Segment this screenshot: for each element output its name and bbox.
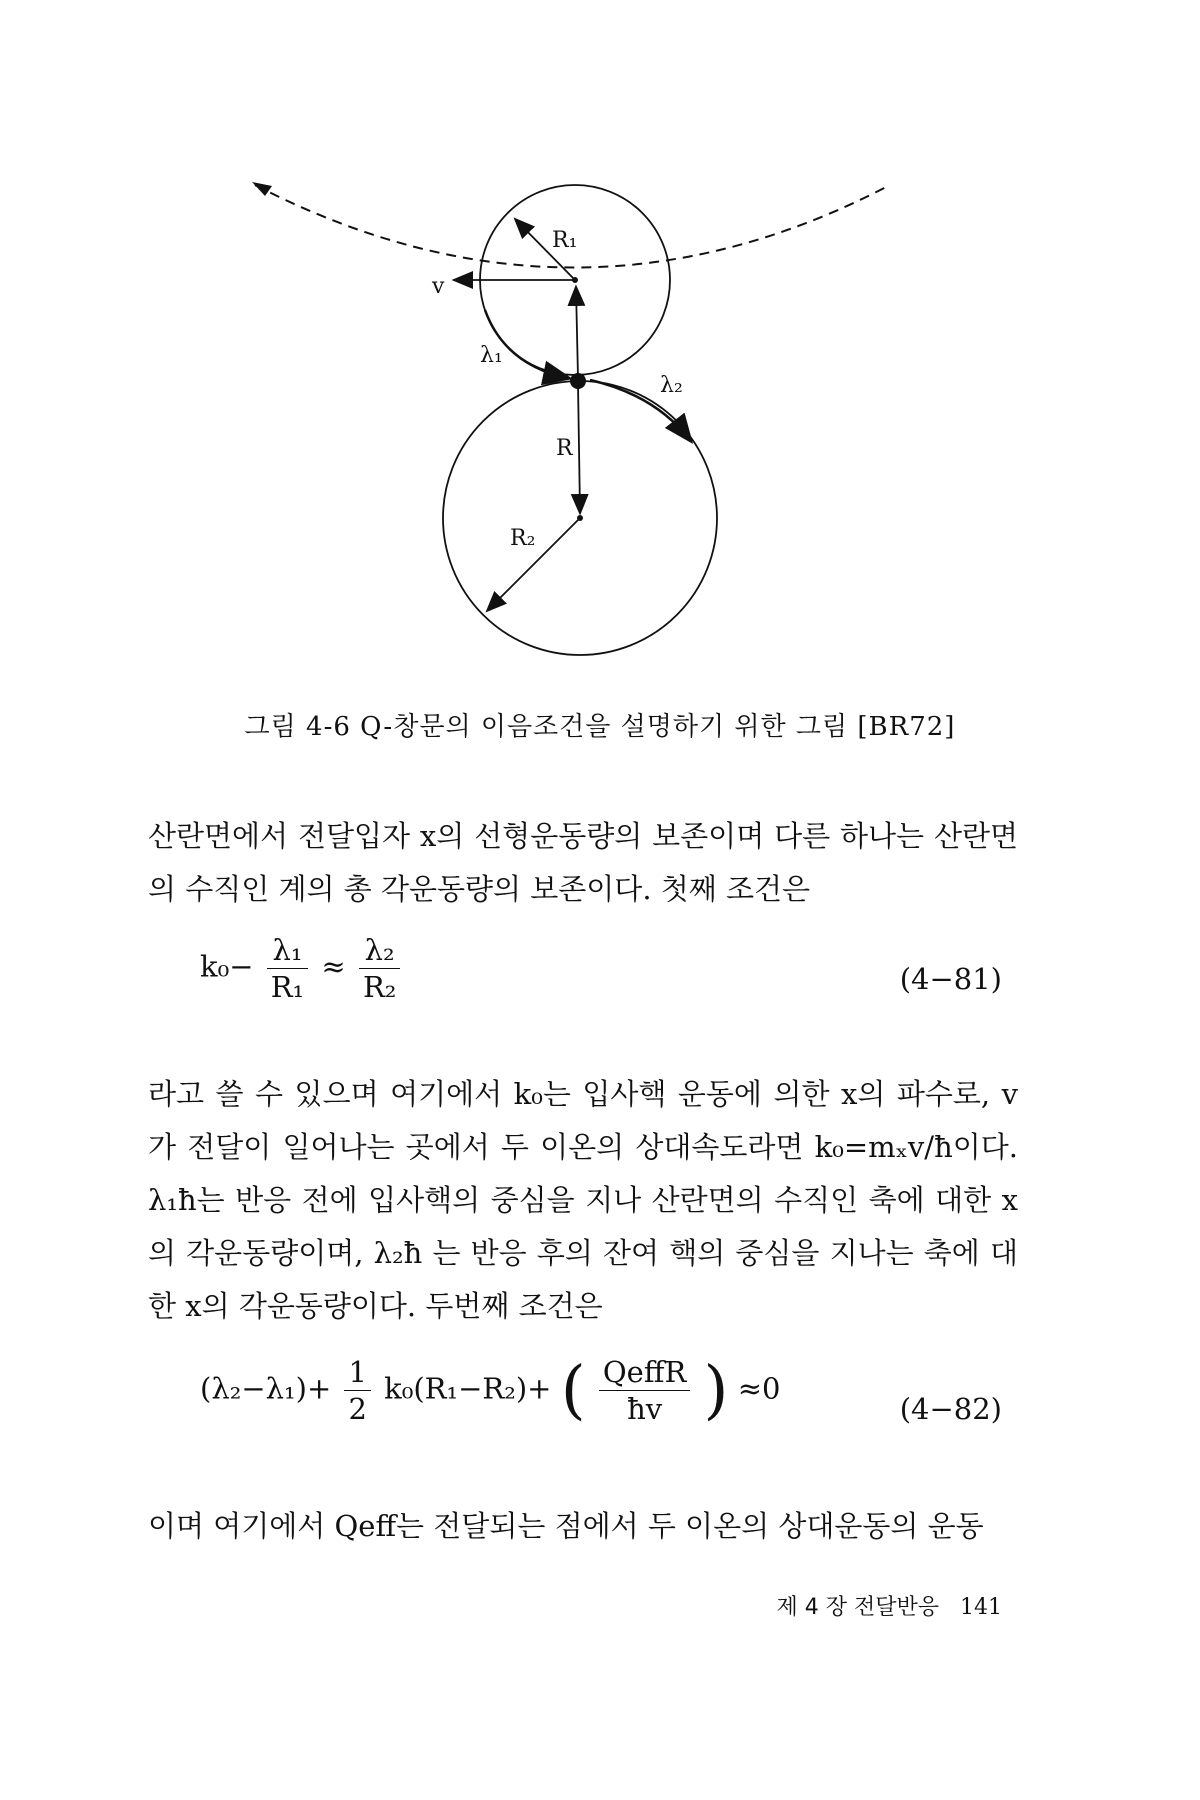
eq2-number: (4−82) bbox=[899, 1392, 1002, 1426]
scattering-diagram bbox=[0, 0, 1200, 720]
label-v: v bbox=[432, 274, 445, 299]
eq2-half-fraction bbox=[344, 1354, 370, 1427]
trajectory-arrowhead bbox=[252, 182, 272, 196]
eq2-part2: k₀(R₁−R₂)+ bbox=[384, 1371, 552, 1406]
paragraph-2-text: 라고 쓸 수 있으며 여기에서 k₀는 입사핵 운동에 의한 x의 파수로, v가 전달이 일어나는 곳에서 두 이온의 상대속도라면 k₀=mₓv/ħ이다. λ₁ħ는 반응 전에 입사핵의 중심을 지나 산란면의 수직인 축에 대한 x의 각운동량이며, λ₂ħ 는 반응 후의 잔여 핵의 중심을 지나는 축에 대한 x의 각운동량이다. 두번째 조건은 bbox=[148, 1077, 1018, 1323]
label-r: R bbox=[556, 436, 573, 461]
page-number: 141 bbox=[960, 1595, 1002, 1620]
eq1-fraction-2 bbox=[359, 932, 400, 1005]
eq1-fraction-1 bbox=[267, 932, 308, 1005]
paragraph-1 bbox=[148, 810, 1018, 916]
eq2-right-paren: ) bbox=[703, 1353, 729, 1428]
eq2-left-paren: ( bbox=[560, 1353, 586, 1428]
eq2-part1: (λ₂−λ₁)+ bbox=[200, 1371, 332, 1406]
figure-caption: 그림 4-6 Q-창문의 이음조건을 설명하기 위한 그림 [BR72] bbox=[244, 712, 956, 742]
eq1-approx: ≈ bbox=[321, 949, 346, 984]
eq1-denominator-2: R₂ bbox=[362, 970, 397, 1004]
up-arrow bbox=[576, 288, 578, 378]
label-r2: R₂ bbox=[510, 526, 536, 551]
eq2-half-den: 2 bbox=[348, 1392, 367, 1426]
paragraph-1-text: 산란면에서 전달입자 x의 선형운동량의 보존이며 다른 하나는 산란면의 수직인 계의 총 각운동량의 보존이다. 첫째 조건은 bbox=[148, 819, 1018, 906]
paragraph-2 bbox=[148, 1068, 1018, 1333]
large-center-dot bbox=[577, 515, 583, 521]
label-lambda2: λ₂ bbox=[660, 373, 683, 398]
eq1-denominator-1: R₁ bbox=[270, 970, 305, 1004]
eq2-q-den: ħv bbox=[627, 1392, 663, 1426]
page-footer bbox=[777, 1590, 1003, 1621]
eq2-q-num: QeffR bbox=[599, 1354, 690, 1391]
r-arrow bbox=[578, 384, 580, 512]
chapter-title: 제 4 장 전달반응 bbox=[776, 1595, 939, 1620]
contact-point bbox=[570, 373, 586, 389]
eq1-prefix: k₀− bbox=[200, 949, 254, 984]
eq1-numerator-1: λ₁ bbox=[267, 932, 308, 969]
eq2-half-num: 1 bbox=[344, 1354, 370, 1391]
small-center-dot bbox=[572, 277, 578, 283]
eq1-numerator-2: λ₂ bbox=[359, 932, 400, 969]
paragraph-3-text: 이며 여기에서 Qeff는 전달되는 점에서 두 이온의 상대운동의 운동 bbox=[148, 1509, 984, 1543]
eq1-number: (4−81) bbox=[899, 962, 1002, 996]
label-r1: R₁ bbox=[552, 228, 578, 253]
eq2-q-fraction bbox=[599, 1354, 690, 1427]
eq2-rhs: ≈0 bbox=[737, 1371, 781, 1406]
label-lambda1: λ₁ bbox=[480, 343, 503, 368]
paragraph-3 bbox=[148, 1500, 1018, 1553]
trajectory-arc bbox=[255, 185, 890, 268]
